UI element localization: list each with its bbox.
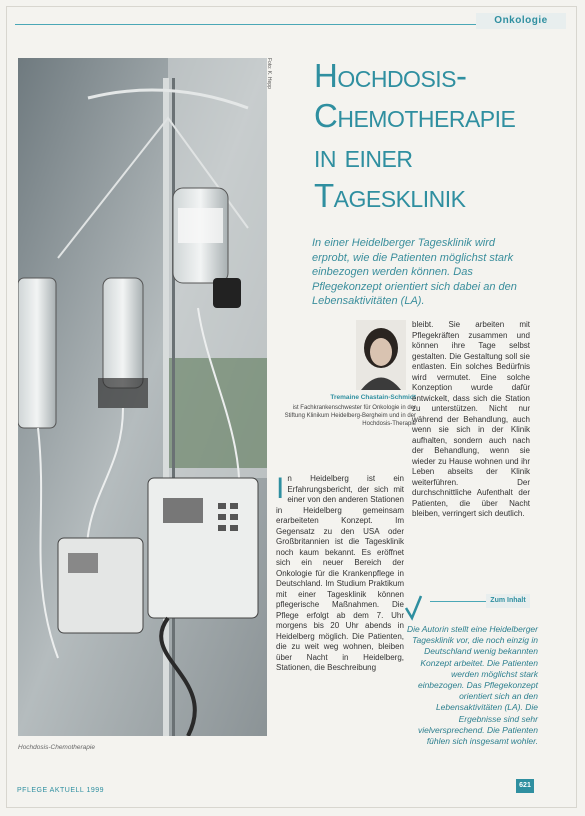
title-line: Hochdosis- [314,57,467,94]
body-text: n Heidelberg ist ein Erfahrungsbericht, der sich mit einer von den anderen Stationen in Heidelberg gemeinsam erarbeiteten Konzept. Im Gegensatz zu den USA oder Großbritannien ist die Tagesklinik noch kaum bekannt. Es eröffnet sich ein neuer Bereich der Onkologie für die Krankenpflege in Deutschland. Im Studium Praktikum mit einer Tagesklinik können pflegerische Maßnahmen. Die Pflege erfolgt ab dem 7. Uhr morgens bis 20 Uhr abends in Heidelberg möglich. Die Patienten, die zu weit weg wohnen, bleiben über Nacht in Heidelberg, Stationen, die Beschreibung [276,474,404,672]
page-number: 621 [516,779,534,793]
body-text: bleibt. Sie arbeiten mit Pflegekräften zusammen und können ihre Tage selbst gestalten. Die Gestaltung soll sie entlasten. Ein solches Bedürfnis wird vermutet. Eine solche Konzeption wurde dafür entwickelt, dass sich die Station zu unterstützen. Nicht nur während der Behandlung, auch wenn sie sich in der Klinik aufhalten, sondern auch nach der Behandlung, wenn sie wieder zu Hause wohnen und ihr Leben abseits der Klinik weiterführen. Der durchschnittliche Aufenthalt der Patienten, die über Nacht bleiben, verringert sich deutlich. [412,320,530,518]
sidebar-rule [430,601,486,602]
drop-cap: I [276,472,285,505]
sidebar-text: Die Autorin stellt eine Heidelberger Tagesklinik vor, die noch einzig in Deutschland wenig bekannten Konzept arbeitet. Die Patienten werden möglichst stark einbezogen. Das Pflegekonzept orientiert sich an den Lebensaktivitäten (LA). Die Ergebnisse sind sehr vielversprechend. Die Patienten fühlen sich insgesamt wohler. [406,624,538,747]
author-name: Tremaine Chastain-Schmidt [330,394,416,401]
pen-check-icon [403,594,423,622]
body-column-1 [276,474,404,674]
footer-journal: PFLEGE AKTUELL 1999 [17,787,105,794]
photo-caption: Hochdosis-Chemotherapie [18,744,95,751]
header-rule [15,24,520,25]
sidebar-heading: Zum Inhalt [486,594,530,608]
photo-credit: Foto: K. Hepp [266,58,272,89]
author-portrait [356,320,406,390]
title-line: Tagesklinik [314,177,466,214]
body-column-2 [412,320,530,520]
title-line: in einer [314,137,413,174]
article-title [314,56,576,216]
title-line: Chemotherapie [314,97,516,134]
article-lead: In einer Heidelberger Tagesklinik wird erprobt, wie die Patienten möglichst stark einbezogen werden können. Das Pflegekonzept orientiert sich dabei an den Lebensaktivitäten (LA). [312,237,517,307]
section-label: Onkologie [476,13,566,29]
article-photo [18,58,267,736]
author-bio: ist Fachkrankenschwester für Onkologie in der Stiftung Klinikum Heidelberg-Bergheim und in der Hochdosis-Therapie [284,405,416,427]
